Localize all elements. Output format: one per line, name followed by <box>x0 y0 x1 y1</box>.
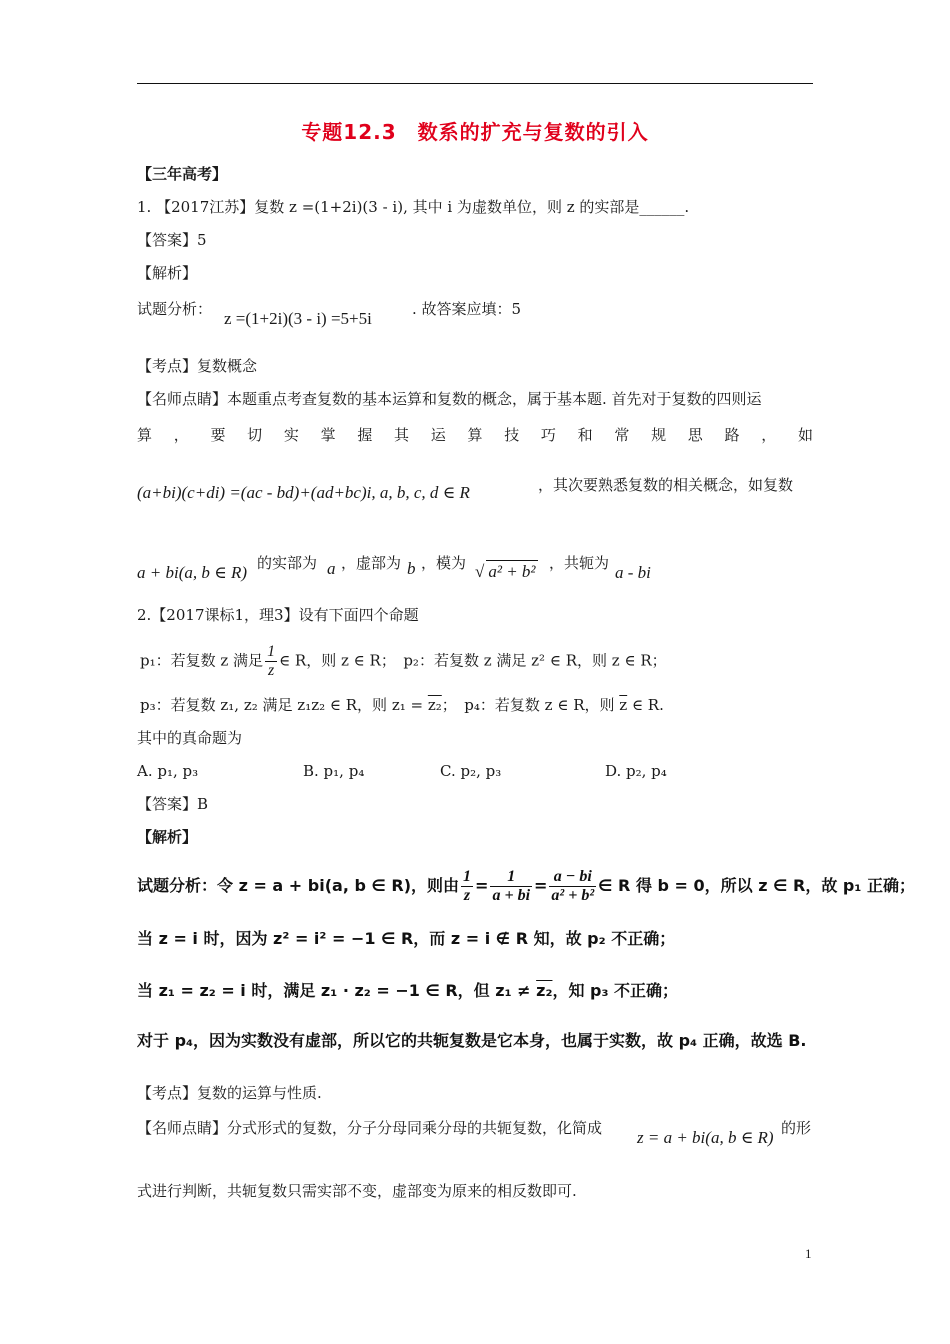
char: 运 <box>430 426 446 444</box>
eq: = <box>475 876 489 895</box>
q1-mingshi-line1: 【名师点睛】本题重点考查复数的基本运算和复数的概念，属于基本题. 首先对于复数的四则运 <box>137 390 762 408</box>
text: ，共轭为 <box>549 554 610 572</box>
p1-frac <box>265 643 277 680</box>
q2-text: 2.【2017课标1，理3】设有下面四个命题 <box>137 606 419 624</box>
char: 常 <box>614 426 630 444</box>
char: 规 <box>651 426 667 444</box>
frac-num: 1 <box>267 643 276 660</box>
section-heading: 【三年高考】 <box>137 165 228 183</box>
eq: = <box>534 876 548 895</box>
header-rule <box>137 83 813 84</box>
formula: b <box>407 559 416 578</box>
char: 实 <box>283 426 299 444</box>
option-c: C. p₂, p₃ <box>440 762 502 780</box>
char: 思 <box>687 426 703 444</box>
page-number: 1 <box>805 1246 812 1261</box>
frac-den: a + bi <box>492 887 531 904</box>
q2-kaodian: 【考点】复数的运算与性质. <box>137 1084 322 1102</box>
p3-rest: ； p₄：若复数 z ∈ R，则 <box>441 696 620 714</box>
char: 算 <box>467 426 483 444</box>
q1-mingshi-suffix: ，其次要熟悉复数的相关概念，如复数 <box>538 476 794 494</box>
q1-analysis-label: 【解析】 <box>137 264 198 282</box>
formula: a - bi <box>615 563 651 582</box>
sol1-b: ∈ R 得 b = 0，所以 z ∈ R，故 p₁ 正确； <box>598 876 915 895</box>
p4-rest: ∈ R. <box>627 696 664 714</box>
sol1-a: 试题分析：令 z = a + bi(a, b ∈ R)，则由 <box>137 876 460 895</box>
conj-z: $\overline{z}$ <box>619 696 628 714</box>
q2-mingshi-line2: 式进行判断，共轭复数只需实部不变，虚部变为原来的相反数即可. <box>137 1182 577 1200</box>
char: 要 <box>210 426 226 444</box>
q2-sol-line2: 当 z = i 时，因为 z² = i² = −1 ∈ R，而 z = i ∉ R 知，故 p₂ 不正确； <box>137 929 676 948</box>
char: 技 <box>504 426 520 444</box>
char: 握 <box>357 426 373 444</box>
q2-answer: 【答案】B <box>137 795 209 813</box>
char: ， <box>173 426 189 444</box>
char: 和 <box>577 426 593 444</box>
option-b: B. p₁, p₄ <box>303 762 365 780</box>
sqrt-formula: √ a² + b² <box>475 562 536 581</box>
q2-mingshi-formula: z = a + bi(a, b ∈ R) <box>637 1128 774 1147</box>
text: ，虚部为 <box>341 554 402 572</box>
q1-text: 1. 【2017江苏】复数 z =(1+2i)(3 - i), 其中 i 为虚数单位，则 z 的实部是______. <box>137 198 690 216</box>
option-d: D. p₂, p₄ <box>605 762 667 780</box>
frac-1-a-bi <box>490 868 532 905</box>
sol3-b: ，知 p₃ 不正确； <box>552 981 679 1000</box>
q2-p3-p4 <box>140 694 664 716</box>
q1-mingshi-formula: (a+bi)(c+di) =(ac - bd)+(ad+bc)i, a, b, c, d ∈ R <box>137 483 470 502</box>
q2-mingshi-b: 的形 <box>781 1119 812 1137</box>
conj-z2: z₂ <box>536 981 553 1000</box>
q1-analysis-prefix: 试题分析： <box>137 300 213 318</box>
formula: a <box>327 559 336 578</box>
q1-analysis <box>137 298 212 320</box>
frac-num: 1 <box>490 868 532 887</box>
frac-den: a² + b² <box>551 887 595 904</box>
p3-text: p₃：若复数 z₁, z₂ 满足 z₁z₂ ∈ R，则 z₁ = <box>140 696 428 714</box>
q1-answer: 【答案】5 <box>137 231 207 249</box>
option-a: A. p₁, p₃ <box>137 762 199 780</box>
formula: a + bi(a, b ∈ R) <box>137 563 247 582</box>
char: ， <box>761 426 777 444</box>
frac-den: z <box>267 662 275 679</box>
char: 切 <box>247 426 263 444</box>
frac-conj <box>549 868 596 905</box>
char: 如 <box>797 426 813 444</box>
p1-rest: ∈ R，则 z ∈ R； p₂：若复数 z 满足 z² ∈ R，则 z ∈ R； <box>279 651 667 670</box>
q2-sol-line3 <box>137 980 678 1002</box>
sol3-a: 当 z₁ = z₂ = i 时，满足 z₁ · z₂ = −1 ∈ R，但 z₁ ≠ <box>137 981 537 1000</box>
text: ，模为 <box>421 554 467 572</box>
char: 巧 <box>540 426 556 444</box>
page-title: 专题12.3 数系的扩充与复数的引入 <box>301 120 649 144</box>
sqrt-body: a² + b² <box>488 562 536 581</box>
p1-text: p₁：若复数 z 满足 <box>140 651 264 670</box>
char: 路 <box>724 426 740 444</box>
frac-1-z <box>461 868 473 905</box>
q2-sol-line4: 对于 p₄，因为实数没有虚部，所以它的共轭复数是它本身，也属于实数，故 p₄ 正确，故选 B. <box>137 1031 807 1050</box>
conj-z2: z₂ <box>427 696 442 714</box>
q1-kaodian: 【考点】复数概念 <box>137 357 258 375</box>
q2-analysis-label: 【解析】 <box>137 828 198 846</box>
frac-num: a − bi <box>549 868 596 887</box>
char: 其 <box>394 426 410 444</box>
q1-mingshi-line2 <box>137 424 813 446</box>
frac-num: 1 <box>463 868 472 885</box>
char: 算 <box>137 426 153 444</box>
q1-analysis-formula: z =(1+2i)(3 - i) =5+5i <box>224 309 372 328</box>
q1-analysis-suffix: . 故答案应填：5 <box>412 300 522 318</box>
q2-sol-line1 <box>137 868 915 905</box>
q2-p1-p2 <box>140 643 667 680</box>
q2-true-label: 其中的真命题为 <box>137 729 243 747</box>
char: 掌 <box>320 426 336 444</box>
frac-den: z <box>463 887 471 904</box>
q2-mingshi-a: 【名师点睛】分式形式的复数，分子分母同乘分母的共轭复数，化简成 <box>137 1119 603 1137</box>
text: 的实部为 <box>257 554 318 572</box>
